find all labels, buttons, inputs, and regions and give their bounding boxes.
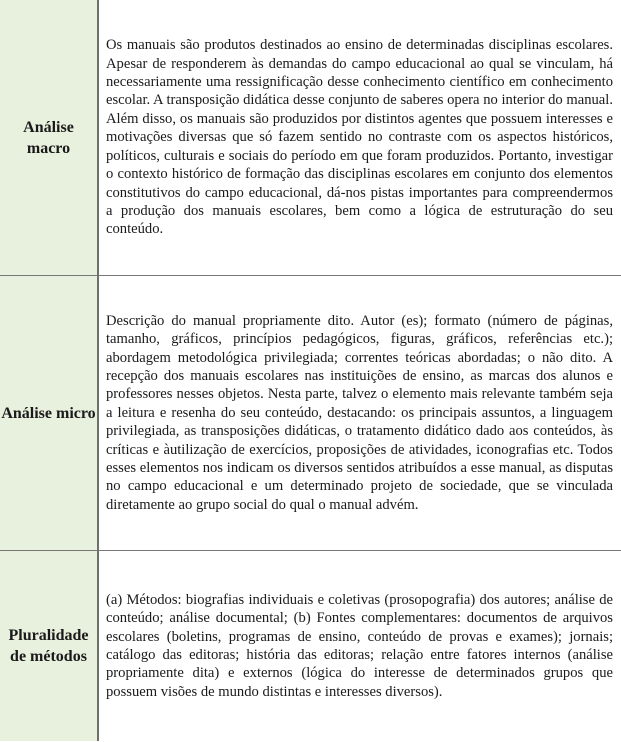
row-label: Análise micro — [0, 276, 98, 551]
table-row — [0, 551, 621, 742]
row-label: Pluralidade de métodos — [0, 551, 98, 742]
row-description: Descrição do manual propriamente dito. Autor (es); formato (número de páginas, tamanho, gráficos, princípios pedagógicos, figuras, gráficos, referências etc.); abordagem metodológica privilegiada; correntes teóricas abordadas; o não dito. A recepção dos manuais escolares nas instituições de ensino, as marcas dos alunos e professores nesses objetos. Nesta parte, talvez o elemento mais relevante também seja a leitura e resenha do seu conteúdo, destacando: os principais assuntos, a linguagem privilegiada, as transposições didáticas, o tratamento didático dado aos conteúdos, às críticas e àutilização de exercícios, proposições de atividades, iconografias etc. Todos esses elementos nos indicam os diversos sentidos atribuídos a esse manual, as disputas no campo educacional e um determinado projeto de sociedade, que se vinculada diretamente ao grupo social do qual o manual advém. — [98, 276, 621, 551]
row-description: (a) Métodos: biografias individuais e coletivas (prosopografia) dos autores; análise de conteúdo; análise documental; (b) Fontes complementares: documentos de arquivos escolares (boletins, programas de ensino, conteúdo de provas e exames); jornais; catálogo das editoras; história das editoras; relação entre fatores internos (análise propriamente dita) e externos (lógica do interesse de determinados grupos que possuem visões de mundo distintas e interesses diversos). — [106, 591, 613, 700]
row-description: Os manuais são produtos destinados ao ensino de determinadas disciplinas escolares. Apesar de responderem às demandas do campo educacional ao qual se vinculam, há necessariamente uma ressignificação desse conhecimento científico em conhecimento escolar. A transposição didática desse conjunto de saberes opera no interior do manual. Além disso, os manuais são produzidos por distintos agentes que possuem interesses e motivações diversas que só fazem sentido no contraste com os aspectos históricos, políticos, culturais e sociais do período em que foram produzidos. Portanto, investigar o contexto histórico de formação das disciplinas escolares em conjunto dos elementos constitutivos do campo educacional, dá-nos pistas importantes para compreendermos a produção dos manuais escolares, bem como a lógica de estruturação do seu conteúdo. — [98, 0, 621, 276]
row-label: Análise macro — [0, 0, 98, 276]
table-row — [0, 0, 621, 276]
table-row — [0, 276, 621, 551]
